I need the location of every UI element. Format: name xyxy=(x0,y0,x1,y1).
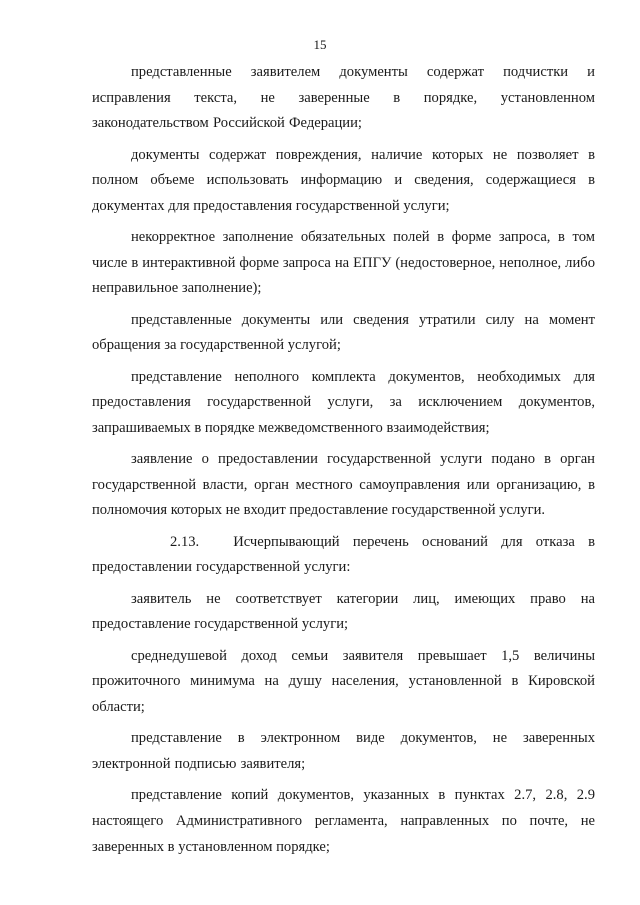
paragraph-incomplete-set: представление неполного комплекта документов, необходимых для предоставления государственной услуги, за исключением документов, запрашиваемых в порядке межведомственного взаимодействия; xyxy=(92,368,595,436)
refusal-ground-signature: представление в электронном виде документов, не заверенных электронной подписью заявителя; xyxy=(92,730,595,773)
paragraph-incorrect-fields: некорректное заполнение обязательных полей в форме запроса, в том числе в интерактивной форме запроса на ЕПГУ (недостоверное, неполное, либо неправильное заполнение); xyxy=(92,229,595,297)
paragraph-wrong-authority: заявление о предоставлении государственной услуги подано в орган государственной власти, орган местного самоуправления или организацию, в полномочия которых не входит предоставление государственной услуги. xyxy=(92,451,595,519)
section-number: 2.13. xyxy=(170,533,200,550)
paragraph-erasures: представленные заявителем документы содержат подчистки и исправления текста, не заверенные в порядке, установленном законодательством Российской Федерации; xyxy=(92,64,595,132)
section-heading-text: Исчерпывающий перечень оснований для отказа в предоставлении государственной услуги: xyxy=(92,533,595,576)
page-number: 15 xyxy=(313,37,327,52)
section-2-13 xyxy=(92,530,595,581)
document-body xyxy=(92,60,595,860)
refusal-ground-copies: представление копий документов, указанных в пунктах 2.7, 2.8, 2.9 настоящего Административного регламента, направленных по почте, не заверенных в установленном порядке; xyxy=(92,787,595,855)
refusal-ground-category: заявитель не соответствует категории лиц, имеющих право на предоставление государственной услуги; xyxy=(92,590,595,633)
paragraph-damage: документы содержат повреждения, наличие которых не позволяет в полном объеме использовать информацию и сведения, содержащиеся в документах для предоставления государственной услуги; xyxy=(92,146,595,214)
paragraph-expired-documents: представленные документы или сведения утратили силу на момент обращения за государственной услугой; xyxy=(92,311,595,354)
refusal-ground-income: среднедушевой доход семьи заявителя превышает 1,5 величины прожиточного минимума на душу населения, установленной в Кировской области; xyxy=(92,647,595,716)
